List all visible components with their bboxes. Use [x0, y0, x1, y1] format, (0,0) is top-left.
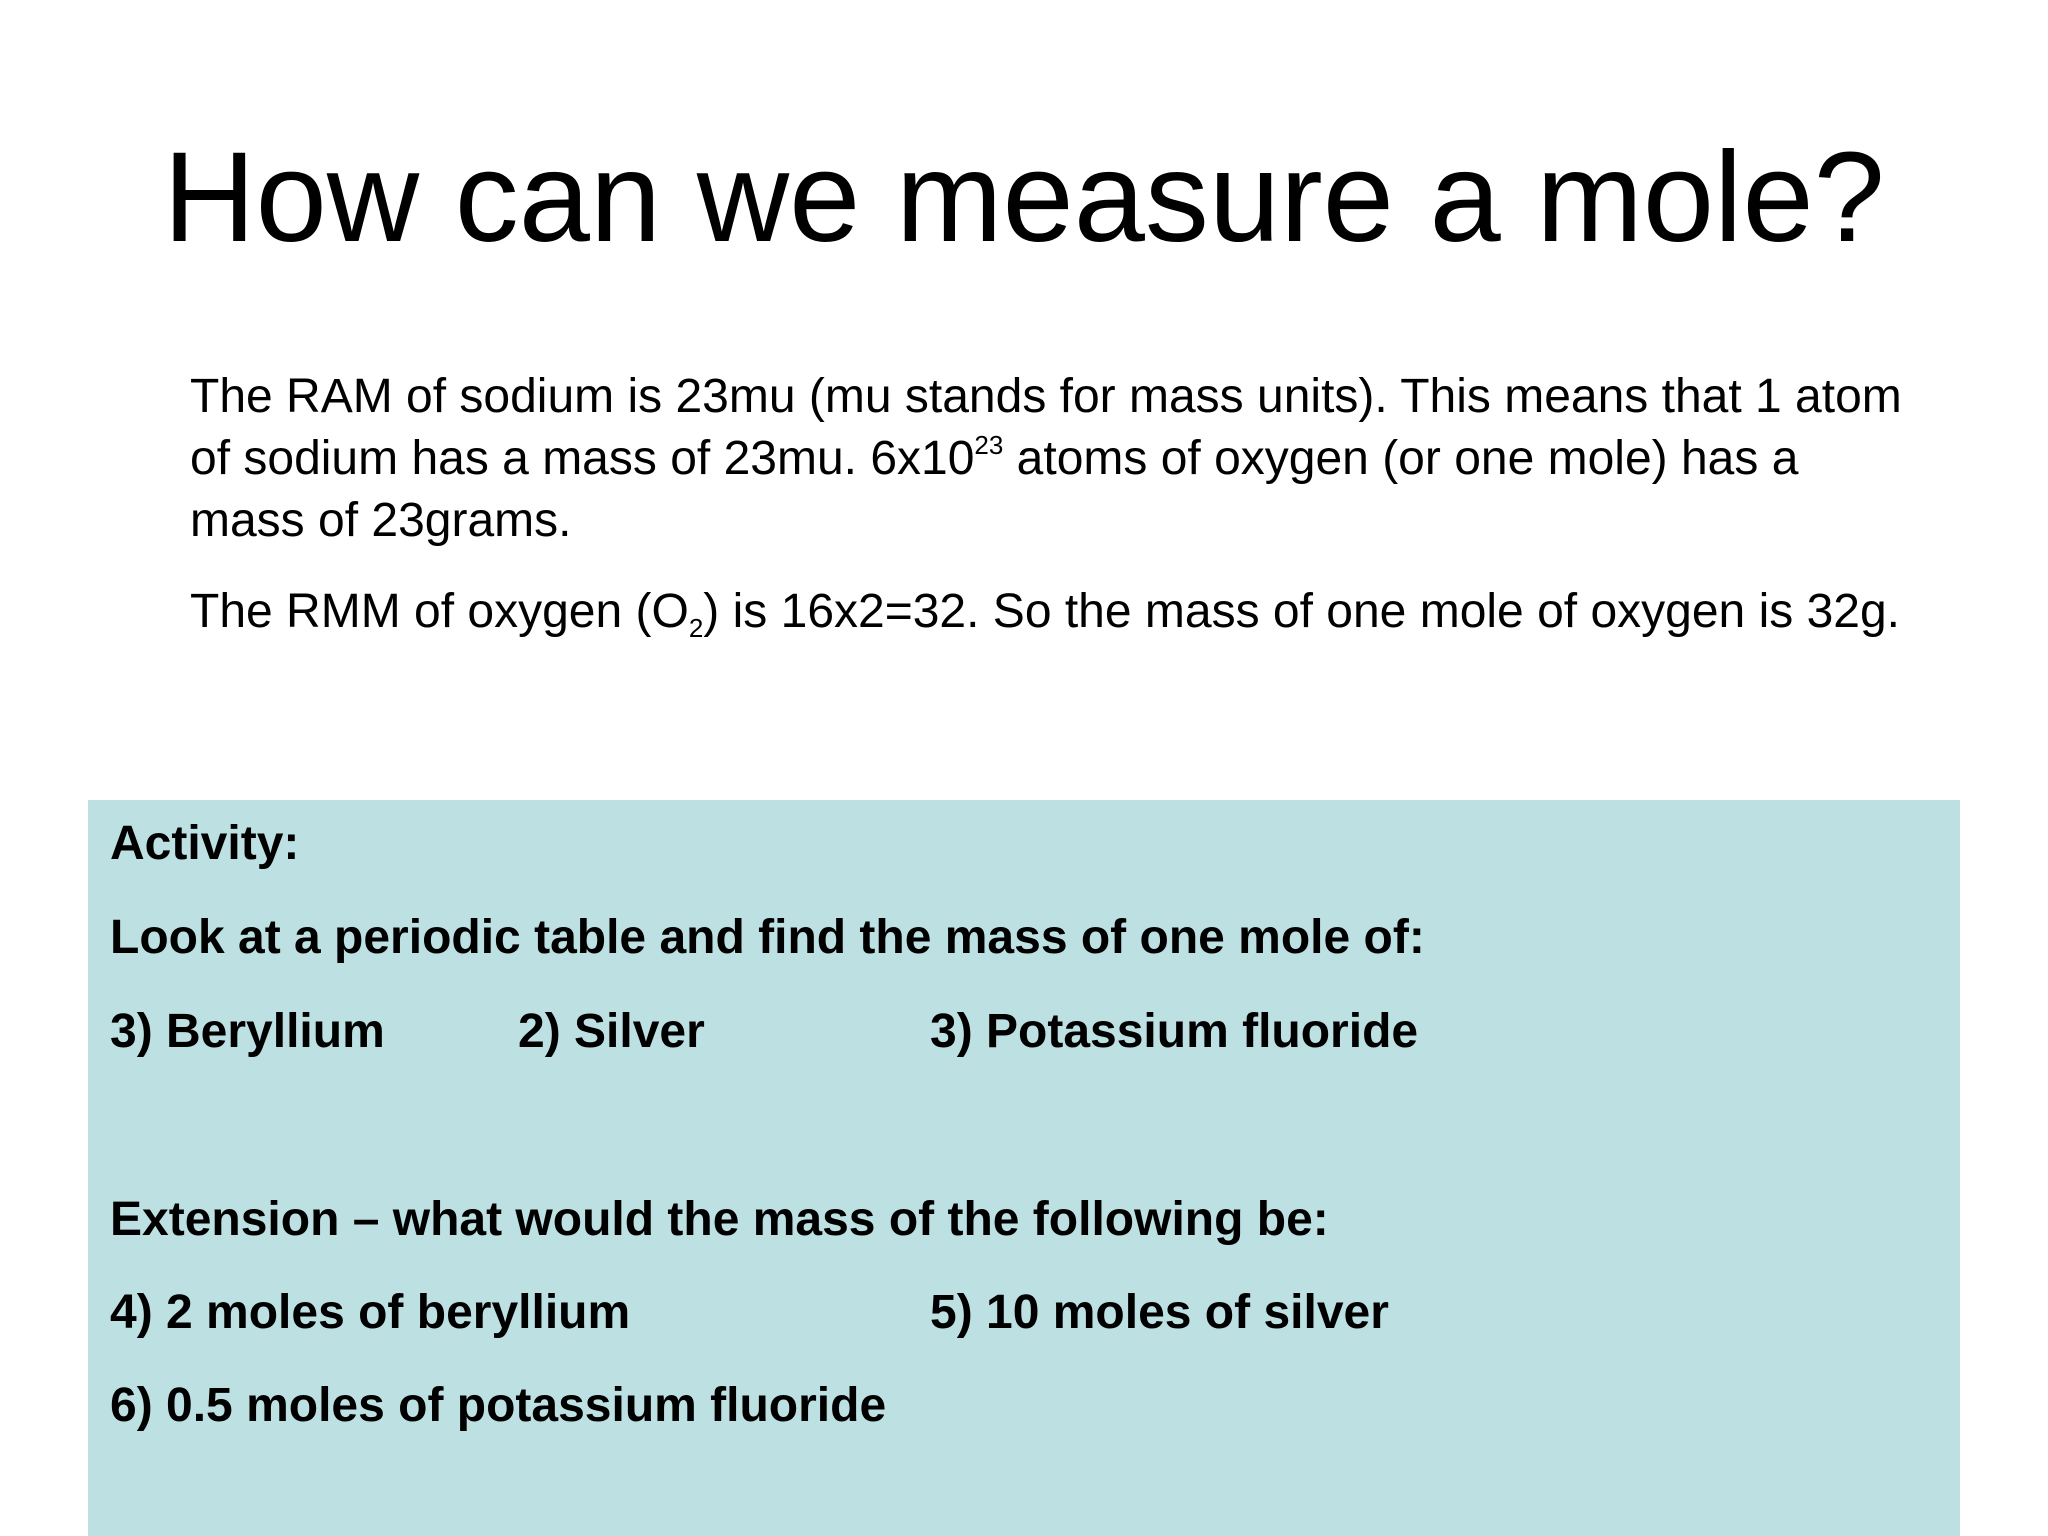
activity-item-beryllium: 3) Beryllium: [110, 1005, 385, 1058]
extension-item-potassium-fluoride: 6) 0.5 moles of potassium fluoride: [110, 1379, 887, 1432]
extension-item-beryllium: 4) 2 moles of beryllium: [110, 1286, 631, 1339]
activity-box: [88, 800, 1960, 1536]
sodium-text-start: The RAM of sodium is 23mu (mu stands for mass units). This means that 1 atom of sodium has a mass of 23mu. 6x10: [190, 370, 1902, 485]
sodium-paragraph: [190, 366, 1910, 552]
activity-item-silver: 2) Silver: [518, 1005, 705, 1058]
explanation-text: [190, 366, 1910, 648]
oxygen-text-start: The RMM of oxygen (O: [190, 585, 689, 638]
extension-item-silver: 5) 10 moles of silver: [930, 1286, 1389, 1339]
activity-item-potassium-fluoride: 3) Potassium fluoride: [930, 1005, 1419, 1058]
activity-instruction: Look at a periodic table and find the mass of one mole of:: [110, 911, 1425, 964]
exponent: 23: [974, 430, 1004, 460]
oxygen-text-end: ) is 16x2=32. So the mass of one mole of oxygen is 32g.: [703, 585, 1900, 638]
subscript: 2: [688, 613, 704, 643]
sodium-text-end: atoms of oxygen (or one mole) has a mass of 23grams.: [190, 432, 1799, 547]
extension-heading: Extension – what would the mass of the following be:: [110, 1193, 1329, 1246]
oxygen-paragraph: [190, 576, 1910, 648]
extension-items-row: [110, 1285, 1610, 1341]
slide-title: How can we measure a mole?: [163, 126, 1885, 269]
activity-items-row: [110, 1004, 1610, 1060]
activity-heading: Activity:: [110, 817, 300, 870]
